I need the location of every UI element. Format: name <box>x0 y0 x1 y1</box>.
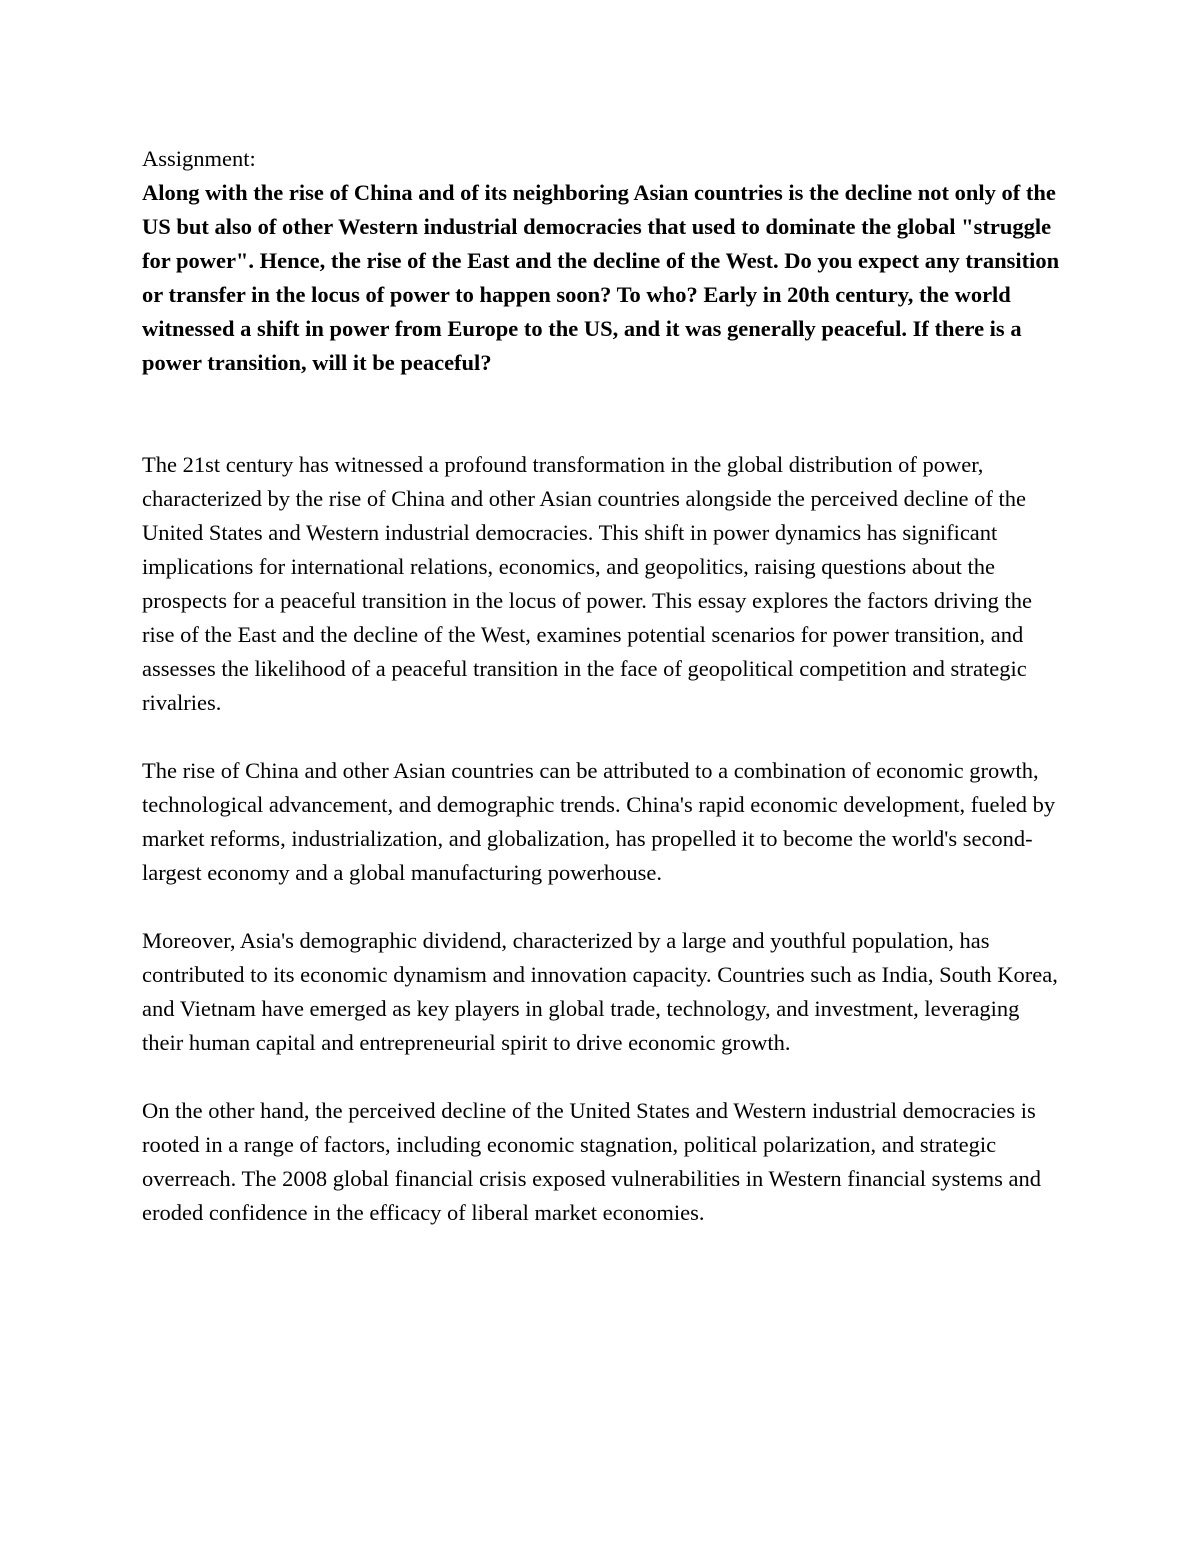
assignment-label: Assignment: <box>142 146 256 171</box>
document-body <box>142 142 1064 1230</box>
essay-paragraph-1: The 21st century has witnessed a profound transformation in the global distribution of power, characterized by the rise of China and other Asian countries alongside the perceived decline of the United States and Western industrial democracies. This shift in power dynamics has significant implications for international relations, economics, and geopolitics, raising questions about the prospects for a peaceful transition in the locus of power. This essay explores the factors driving the rise of the East and the decline of the West, examines potential scenarios for power transition, and assesses the likelihood of a peaceful transition in the face of geopolitical competition and strategic rivalries. <box>142 452 1032 715</box>
assignment-prompt: Along with the rise of China and of its neighboring Asian countries is the decline not only of the US but also of other Western industrial democracies that used to dominate the global "struggle for power". Hence, the rise of the East and the decline of the West. Do you expect any transition or transfer in the locus of power to happen soon? To who? Early in 20th century, the world witnessed a shift in power from Europe to the US, and it was generally peaceful. If there is a power transition, will it be peaceful? <box>142 180 1060 375</box>
essay-paragraph-2: The rise of China and other Asian countries can be attributed to a combination of economic growth, technological advancement, and demographic trends. China's rapid economic development, fueled by market reforms, industrialization, and globalization, has propelled it to become the world's second-largest economy and a global manufacturing powerhouse. <box>142 758 1056 885</box>
section-spacer <box>142 380 1064 448</box>
essay-paragraph-4: On the other hand, the perceived decline of the United States and Western industrial democracies is rooted in a range of factors, including economic stagnation, political polarization, and strategic overreach. The 2008 global financial crisis exposed vulnerabilities in Western financial systems and eroded confidence in the efficacy of liberal market economies. <box>142 1098 1041 1225</box>
essay-paragraph-3: Moreover, Asia's demographic dividend, characterized by a large and youthful population, has contributed to its economic dynamism and innovation capacity. Countries such as India, South Korea, and Vietnam have emerged as key players in global trade, technology, and investment, leveraging their human capital and entrepreneurial spirit to drive economic growth. <box>142 928 1058 1055</box>
